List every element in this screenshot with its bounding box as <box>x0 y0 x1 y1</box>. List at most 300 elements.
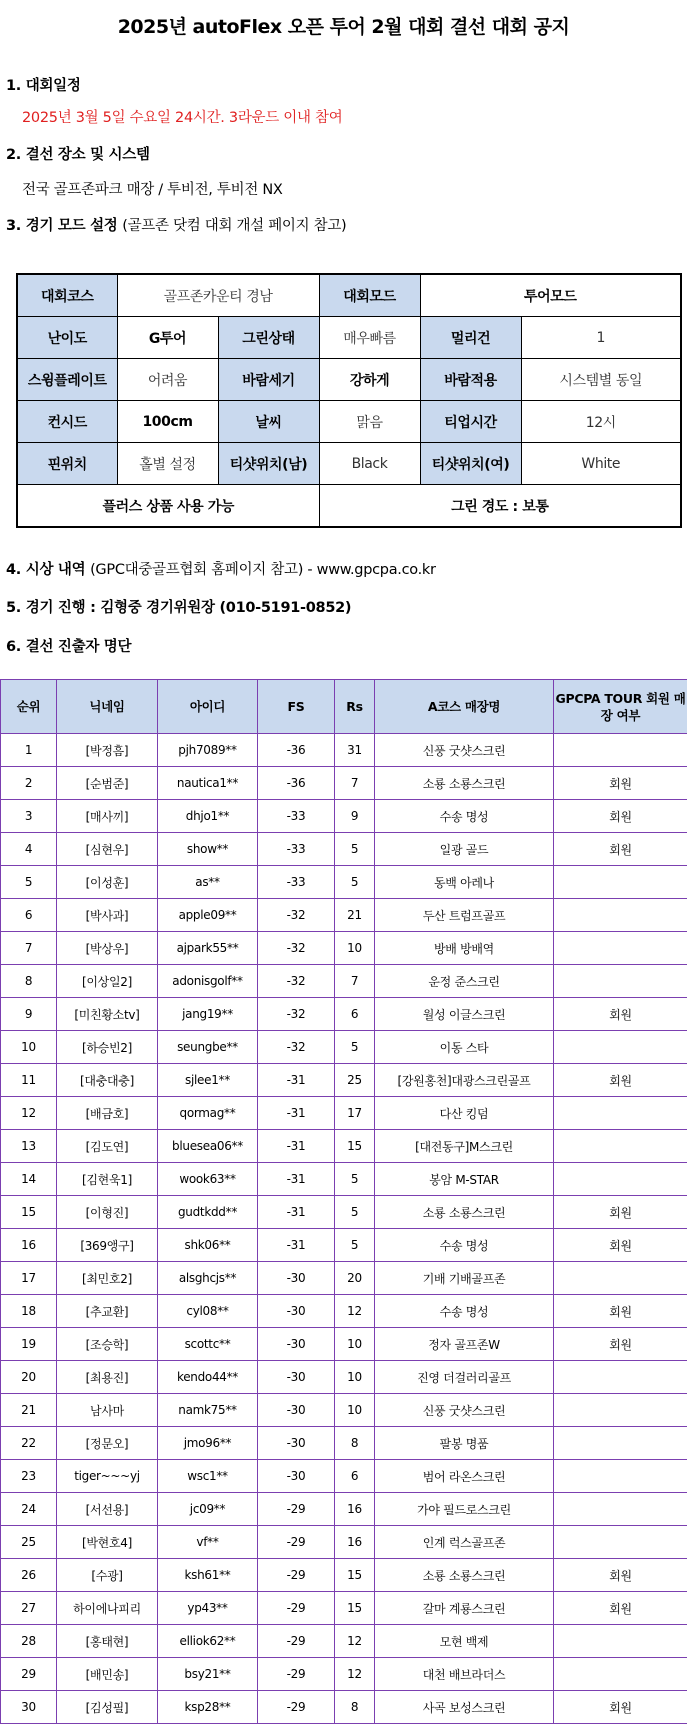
table-row <box>1 1229 687 1262</box>
cell-rank: 28 <box>1 1625 57 1658</box>
cell-member: 회원 <box>554 833 687 866</box>
table-row <box>1 833 687 866</box>
cell-nickname: [하승빈2] <box>57 1031 158 1064</box>
cell-rs: 25 <box>335 1064 375 1097</box>
cell-nickname: [정문오] <box>57 1427 158 1460</box>
mode-label-tee-men: 티샷위치(남) <box>218 443 319 485</box>
cell-store: 수송 명성 <box>375 1229 554 1262</box>
cell-id: shk06** <box>158 1229 258 1262</box>
cell-fs: -30 <box>258 1295 335 1328</box>
section-3-title: 3. 경기 모드 설정 <box>6 218 118 234</box>
table-row <box>1 932 687 965</box>
cell-member: 회원 <box>554 767 687 800</box>
cell-rs: 8 <box>335 1427 375 1460</box>
cell-store: [강원홍천]대광스크린골프 <box>375 1064 554 1097</box>
header-member: GPCPA TOUR 회원 매장 여부 <box>554 680 687 734</box>
cell-nickname: [박사과] <box>57 899 158 932</box>
finalists-body <box>1 734 687 1724</box>
cell-member <box>554 1460 687 1493</box>
cell-nickname: [김성필] <box>57 1691 158 1724</box>
cell-rank: 12 <box>1 1097 57 1130</box>
cell-rs: 8 <box>335 1691 375 1724</box>
cell-nickname: [최용진] <box>57 1361 158 1394</box>
cell-rank: 25 <box>1 1526 57 1559</box>
cell-store: 방배 방배역 <box>375 932 554 965</box>
header-store: A코스 매장명 <box>375 680 554 734</box>
table-row <box>1 1031 687 1064</box>
cell-rs: 5 <box>335 833 375 866</box>
cell-id: adonisgolf** <box>158 965 258 998</box>
cell-store: 소룡 소룡스크린 <box>375 1559 554 1592</box>
cell-fs: -31 <box>258 1163 335 1196</box>
mode-green-hardness: 그린 경도 : 보통 <box>319 485 681 528</box>
table-row <box>1 1625 687 1658</box>
cell-store: 신풍 굿샷스크린 <box>375 1394 554 1427</box>
cell-nickname: [미친황소tv] <box>57 998 158 1031</box>
cell-fs: -36 <box>258 767 335 800</box>
cell-member <box>554 734 687 767</box>
cell-id: elliok62** <box>158 1625 258 1658</box>
cell-rank: 26 <box>1 1559 57 1592</box>
mode-value-wind-strength: 강하게 <box>319 359 420 401</box>
cell-rs: 12 <box>335 1625 375 1658</box>
cell-store: 봉암 M-STAR <box>375 1163 554 1196</box>
mode-label-green: 그린상태 <box>218 317 319 359</box>
mode-row-1 <box>17 274 681 317</box>
cell-store: 수송 명성 <box>375 1295 554 1328</box>
cell-rs: 17 <box>335 1097 375 1130</box>
cell-nickname: [이상일2] <box>57 965 158 998</box>
cell-id: as** <box>158 866 258 899</box>
cell-fs: -30 <box>258 1361 335 1394</box>
cell-id: ksh61** <box>158 1559 258 1592</box>
finalists-header-row <box>1 680 687 734</box>
cell-rs: 10 <box>335 1328 375 1361</box>
cell-store: 월성 이글스크린 <box>375 998 554 1031</box>
table-row <box>1 1295 687 1328</box>
cell-rank: 23 <box>1 1460 57 1493</box>
cell-rs: 5 <box>335 866 375 899</box>
cell-id: ksp28** <box>158 1691 258 1724</box>
mode-label-pin: 핀위치 <box>17 443 117 485</box>
cell-member <box>554 1031 687 1064</box>
cell-rs: 15 <box>335 1130 375 1163</box>
mode-label-course: 대회코스 <box>17 274 117 317</box>
cell-nickname: [이성훈] <box>57 866 158 899</box>
table-row <box>1 767 687 800</box>
cell-rank: 3 <box>1 800 57 833</box>
cell-rank: 17 <box>1 1262 57 1295</box>
mode-value-weather: 맑음 <box>319 401 420 443</box>
table-row <box>1 1427 687 1460</box>
cell-rs: 15 <box>335 1559 375 1592</box>
cell-rs: 20 <box>335 1262 375 1295</box>
cell-rs: 10 <box>335 1394 375 1427</box>
cell-rank: 22 <box>1 1427 57 1460</box>
cell-nickname: 남사마 <box>57 1394 158 1427</box>
cell-rs: 5 <box>335 1031 375 1064</box>
table-row <box>1 1592 687 1625</box>
cell-nickname: [김현욱1] <box>57 1163 158 1196</box>
cell-member <box>554 965 687 998</box>
cell-nickname: tiger~~~yj <box>57 1460 158 1493</box>
cell-fs: -29 <box>258 1691 335 1724</box>
mode-value-mode: 투어모드 <box>420 274 681 317</box>
cell-nickname: [이형진] <box>57 1196 158 1229</box>
cell-id: kendo44** <box>158 1361 258 1394</box>
cell-rank: 4 <box>1 833 57 866</box>
cell-store: 운정 준스크린 <box>375 965 554 998</box>
cell-id: seungbe** <box>158 1031 258 1064</box>
cell-id: apple09** <box>158 899 258 932</box>
cell-store: 일광 골드 <box>375 833 554 866</box>
table-row <box>1 1394 687 1427</box>
cell-rs: 12 <box>335 1658 375 1691</box>
header-rank: 순위 <box>1 680 57 734</box>
mode-value-tee-men: Black <box>319 443 420 485</box>
table-row <box>1 1097 687 1130</box>
cell-store: 갈마 계룡스크린 <box>375 1592 554 1625</box>
mode-label-difficulty: 난이도 <box>17 317 117 359</box>
mode-label-swing-plate: 스윙플레이트 <box>17 359 117 401</box>
cell-store: 동백 아레나 <box>375 866 554 899</box>
cell-id: cyl08** <box>158 1295 258 1328</box>
cell-fs: -33 <box>258 800 335 833</box>
cell-member <box>554 1361 687 1394</box>
cell-member: 회원 <box>554 1295 687 1328</box>
cell-rs: 12 <box>335 1295 375 1328</box>
cell-id: jmo96** <box>158 1427 258 1460</box>
cell-fs: -36 <box>258 734 335 767</box>
section-4-note: (GPC대중골프협회 홈페이지 참고) - www.gpcpa.co.kr <box>90 562 436 578</box>
cell-fs: -29 <box>258 1658 335 1691</box>
mode-value-teeup-time: 12시 <box>521 401 681 443</box>
cell-fs: -29 <box>258 1625 335 1658</box>
cell-rs: 10 <box>335 932 375 965</box>
cell-store: 정자 골프존W <box>375 1328 554 1361</box>
cell-fs: -32 <box>258 1031 335 1064</box>
cell-member <box>554 1262 687 1295</box>
cell-nickname: [서선용] <box>57 1493 158 1526</box>
cell-rank: 10 <box>1 1031 57 1064</box>
mode-label-weather: 날씨 <box>218 401 319 443</box>
cell-rs: 31 <box>335 734 375 767</box>
cell-id: namk75** <box>158 1394 258 1427</box>
cell-member: 회원 <box>554 1691 687 1724</box>
mode-row-4 <box>17 401 681 443</box>
cell-rank: 14 <box>1 1163 57 1196</box>
cell-store: 팔봉 명품 <box>375 1427 554 1460</box>
cell-member: 회원 <box>554 800 687 833</box>
cell-store: 기배 기배골프존 <box>375 1262 554 1295</box>
cell-id: jang19** <box>158 998 258 1031</box>
header-nickname: 닉네임 <box>57 680 158 734</box>
mode-value-swing-plate: 어려움 <box>117 359 218 401</box>
cell-nickname: [심현우] <box>57 833 158 866</box>
cell-id: gudtkdd** <box>158 1196 258 1229</box>
cell-fs: -33 <box>258 866 335 899</box>
table-row <box>1 1163 687 1196</box>
cell-store: 대천 배브라더스 <box>375 1658 554 1691</box>
cell-member <box>554 1526 687 1559</box>
cell-store: 수송 명성 <box>375 800 554 833</box>
cell-nickname: [김도연] <box>57 1130 158 1163</box>
cell-fs: -32 <box>258 932 335 965</box>
cell-rs: 6 <box>335 998 375 1031</box>
section-4-title: 4. 시상 내역 <box>6 562 86 578</box>
mode-row-2 <box>17 317 681 359</box>
cell-fs: -30 <box>258 1394 335 1427</box>
mode-value-wind-apply: 시스템별 동일 <box>521 359 681 401</box>
cell-fs: -29 <box>258 1559 335 1592</box>
cell-store: 인계 럭스골프존 <box>375 1526 554 1559</box>
cell-nickname: [순범준] <box>57 767 158 800</box>
table-row <box>1 1196 687 1229</box>
table-row <box>1 1559 687 1592</box>
cell-rank: 8 <box>1 965 57 998</box>
mode-value-pin: 홀별 설정 <box>117 443 218 485</box>
cell-fs: -33 <box>258 833 335 866</box>
section-4-heading <box>6 558 436 579</box>
mode-value-difficulty: G투어 <box>117 317 218 359</box>
mode-value-green: 매우빠름 <box>319 317 420 359</box>
cell-member <box>554 1394 687 1427</box>
cell-member: 회원 <box>554 1229 687 1262</box>
cell-fs: -30 <box>258 1427 335 1460</box>
cell-nickname: [조승학] <box>57 1328 158 1361</box>
cell-fs: -31 <box>258 1130 335 1163</box>
cell-member <box>554 1427 687 1460</box>
cell-rs: 9 <box>335 800 375 833</box>
cell-rank: 16 <box>1 1229 57 1262</box>
table-row <box>1 800 687 833</box>
header-fs: FS <box>258 680 335 734</box>
mode-row-5 <box>17 443 681 485</box>
cell-member <box>554 1625 687 1658</box>
cell-rank: 7 <box>1 932 57 965</box>
mode-row-3 <box>17 359 681 401</box>
cell-rs: 7 <box>335 965 375 998</box>
cell-rank: 9 <box>1 998 57 1031</box>
cell-id: nautica1** <box>158 767 258 800</box>
cell-store: 진영 더걸러리골프 <box>375 1361 554 1394</box>
table-row <box>1 1493 687 1526</box>
table-row <box>1 734 687 767</box>
cell-rs: 5 <box>335 1229 375 1262</box>
table-row <box>1 998 687 1031</box>
page-title: 2025년 autoFlex 오픈 투어 2월 대회 결선 대회 공지 <box>117 16 570 38</box>
game-mode-table <box>16 273 682 528</box>
cell-member <box>554 899 687 932</box>
mode-label-tee-women: 티샷위치(여) <box>420 443 521 485</box>
cell-nickname: [매사끼] <box>57 800 158 833</box>
mode-label-wind-strength: 바람세기 <box>218 359 319 401</box>
cell-rank: 21 <box>1 1394 57 1427</box>
cell-nickname: [최민호2] <box>57 1262 158 1295</box>
cell-fs: -32 <box>258 965 335 998</box>
cell-nickname: [수광] <box>57 1559 158 1592</box>
cell-rs: 6 <box>335 1460 375 1493</box>
section-1-heading: 1. 대회일정 <box>6 78 81 94</box>
cell-rank: 24 <box>1 1493 57 1526</box>
cell-rank: 5 <box>1 866 57 899</box>
cell-fs: -30 <box>258 1328 335 1361</box>
cell-rs: 15 <box>335 1592 375 1625</box>
cell-rank: 13 <box>1 1130 57 1163</box>
cell-id: yp43** <box>158 1592 258 1625</box>
cell-nickname: [박정흠] <box>57 734 158 767</box>
cell-member: 회원 <box>554 1328 687 1361</box>
cell-store: 다산 킹덤 <box>375 1097 554 1130</box>
cell-rank: 18 <box>1 1295 57 1328</box>
table-row <box>1 1130 687 1163</box>
cell-id: wsc1** <box>158 1460 258 1493</box>
mode-value-mulligan: 1 <box>521 317 681 359</box>
cell-rs: 5 <box>335 1163 375 1196</box>
cell-id: alsghcjs** <box>158 1262 258 1295</box>
cell-nickname: [홍태현] <box>57 1625 158 1658</box>
cell-id: pjh7089** <box>158 734 258 767</box>
section-5-heading: 5. 경기 진행 : 김형중 경기위원장 (010-5191-0852) <box>6 600 352 616</box>
table-row <box>1 1262 687 1295</box>
cell-rs: 16 <box>335 1526 375 1559</box>
cell-id: qormag** <box>158 1097 258 1130</box>
cell-store: 소룡 소룡스크린 <box>375 1196 554 1229</box>
cell-id: bluesea06** <box>158 1130 258 1163</box>
schedule-text: 2025년 3월 5일 수요일 24시간. 3라운드 이내 참여 <box>22 110 343 126</box>
table-row <box>1 899 687 932</box>
mode-value-course: 골프존카운티 경남 <box>117 274 319 317</box>
cell-rank: 11 <box>1 1064 57 1097</box>
cell-rs: 7 <box>335 767 375 800</box>
cell-nickname: 하이에나피리 <box>57 1592 158 1625</box>
cell-store: [대전동구]M스크린 <box>375 1130 554 1163</box>
mode-plus-items: 플러스 상품 사용 가능 <box>17 485 319 528</box>
cell-nickname: [배금호] <box>57 1097 158 1130</box>
cell-member: 회원 <box>554 998 687 1031</box>
mode-label-mode: 대회모드 <box>319 274 420 317</box>
cell-member <box>554 1130 687 1163</box>
cell-rank: 6 <box>1 899 57 932</box>
cell-id: wook63** <box>158 1163 258 1196</box>
cell-fs: -29 <box>258 1526 335 1559</box>
cell-fs: -31 <box>258 1229 335 1262</box>
mode-label-mulligan: 멀리건 <box>420 317 521 359</box>
cell-id: dhjo1** <box>158 800 258 833</box>
cell-store: 범어 라온스크린 <box>375 1460 554 1493</box>
cell-store: 사곡 보성스크린 <box>375 1691 554 1724</box>
cell-member: 회원 <box>554 1064 687 1097</box>
cell-id: jc09** <box>158 1493 258 1526</box>
venue-text: 전국 골프존파크 매장 / 투비전, 투비전 NX <box>22 182 283 198</box>
table-row <box>1 1361 687 1394</box>
cell-nickname: [369앵구] <box>57 1229 158 1262</box>
table-row <box>1 1460 687 1493</box>
cell-nickname: [박현호4] <box>57 1526 158 1559</box>
mode-value-tee-women: White <box>521 443 681 485</box>
cell-member <box>554 1097 687 1130</box>
mode-value-concede: 100cm <box>117 401 218 443</box>
section-3-heading <box>6 214 346 235</box>
cell-fs: -30 <box>258 1262 335 1295</box>
cell-member: 회원 <box>554 1559 687 1592</box>
cell-fs: -30 <box>258 1460 335 1493</box>
table-row <box>1 1526 687 1559</box>
cell-id: vf** <box>158 1526 258 1559</box>
cell-fs: -31 <box>258 1097 335 1130</box>
cell-rs: 21 <box>335 899 375 932</box>
cell-store: 소룡 소룡스크린 <box>375 767 554 800</box>
cell-rs: 16 <box>335 1493 375 1526</box>
cell-id: scottc** <box>158 1328 258 1361</box>
cell-fs: -31 <box>258 1196 335 1229</box>
cell-fs: -32 <box>258 899 335 932</box>
cell-store: 이동 스타 <box>375 1031 554 1064</box>
table-row <box>1 1064 687 1097</box>
mode-label-wind-apply: 바람적용 <box>420 359 521 401</box>
section-2-heading: 2. 결선 장소 및 시스템 <box>6 147 150 163</box>
mode-label-concede: 컨시드 <box>17 401 117 443</box>
cell-fs: -29 <box>258 1592 335 1625</box>
finalists-table <box>0 679 687 1724</box>
cell-rank: 27 <box>1 1592 57 1625</box>
cell-id: ajpark55** <box>158 932 258 965</box>
cell-member <box>554 932 687 965</box>
cell-member <box>554 1163 687 1196</box>
cell-store: 모현 백제 <box>375 1625 554 1658</box>
cell-store: 신풍 굿샷스크린 <box>375 734 554 767</box>
mode-row-6 <box>17 485 681 528</box>
cell-rs: 5 <box>335 1196 375 1229</box>
cell-rank: 20 <box>1 1361 57 1394</box>
section-3-note: (골프존 닷컴 대회 개설 페이지 참고) <box>122 218 347 234</box>
cell-fs: -31 <box>258 1064 335 1097</box>
mode-label-teeup-time: 티업시간 <box>420 401 521 443</box>
table-row <box>1 965 687 998</box>
cell-nickname: [추교환] <box>57 1295 158 1328</box>
cell-rank: 29 <box>1 1658 57 1691</box>
table-row <box>1 1691 687 1724</box>
cell-rank: 1 <box>1 734 57 767</box>
section-6-heading: 6. 결선 진출자 명단 <box>6 639 132 655</box>
cell-fs: -29 <box>258 1493 335 1526</box>
cell-rank: 19 <box>1 1328 57 1361</box>
cell-member <box>554 1658 687 1691</box>
cell-store: 가야 필드로스크린 <box>375 1493 554 1526</box>
cell-nickname: [배민송] <box>57 1658 158 1691</box>
cell-member: 회원 <box>554 1592 687 1625</box>
cell-member <box>554 866 687 899</box>
header-id: 아이디 <box>158 680 258 734</box>
cell-rank: 30 <box>1 1691 57 1724</box>
cell-rank: 2 <box>1 767 57 800</box>
cell-store: 두산 트럼프골프 <box>375 899 554 932</box>
cell-id: sjlee1** <box>158 1064 258 1097</box>
table-row <box>1 866 687 899</box>
cell-rank: 15 <box>1 1196 57 1229</box>
header-rs: Rs <box>335 680 375 734</box>
cell-member: 회원 <box>554 1196 687 1229</box>
cell-id: bsy21** <box>158 1658 258 1691</box>
cell-nickname: [대충대충] <box>57 1064 158 1097</box>
cell-id: show** <box>158 833 258 866</box>
table-row <box>1 1658 687 1691</box>
cell-fs: -32 <box>258 998 335 1031</box>
cell-rs: 10 <box>335 1361 375 1394</box>
cell-member <box>554 1493 687 1526</box>
cell-nickname: [박상우] <box>57 932 158 965</box>
table-row <box>1 1328 687 1361</box>
